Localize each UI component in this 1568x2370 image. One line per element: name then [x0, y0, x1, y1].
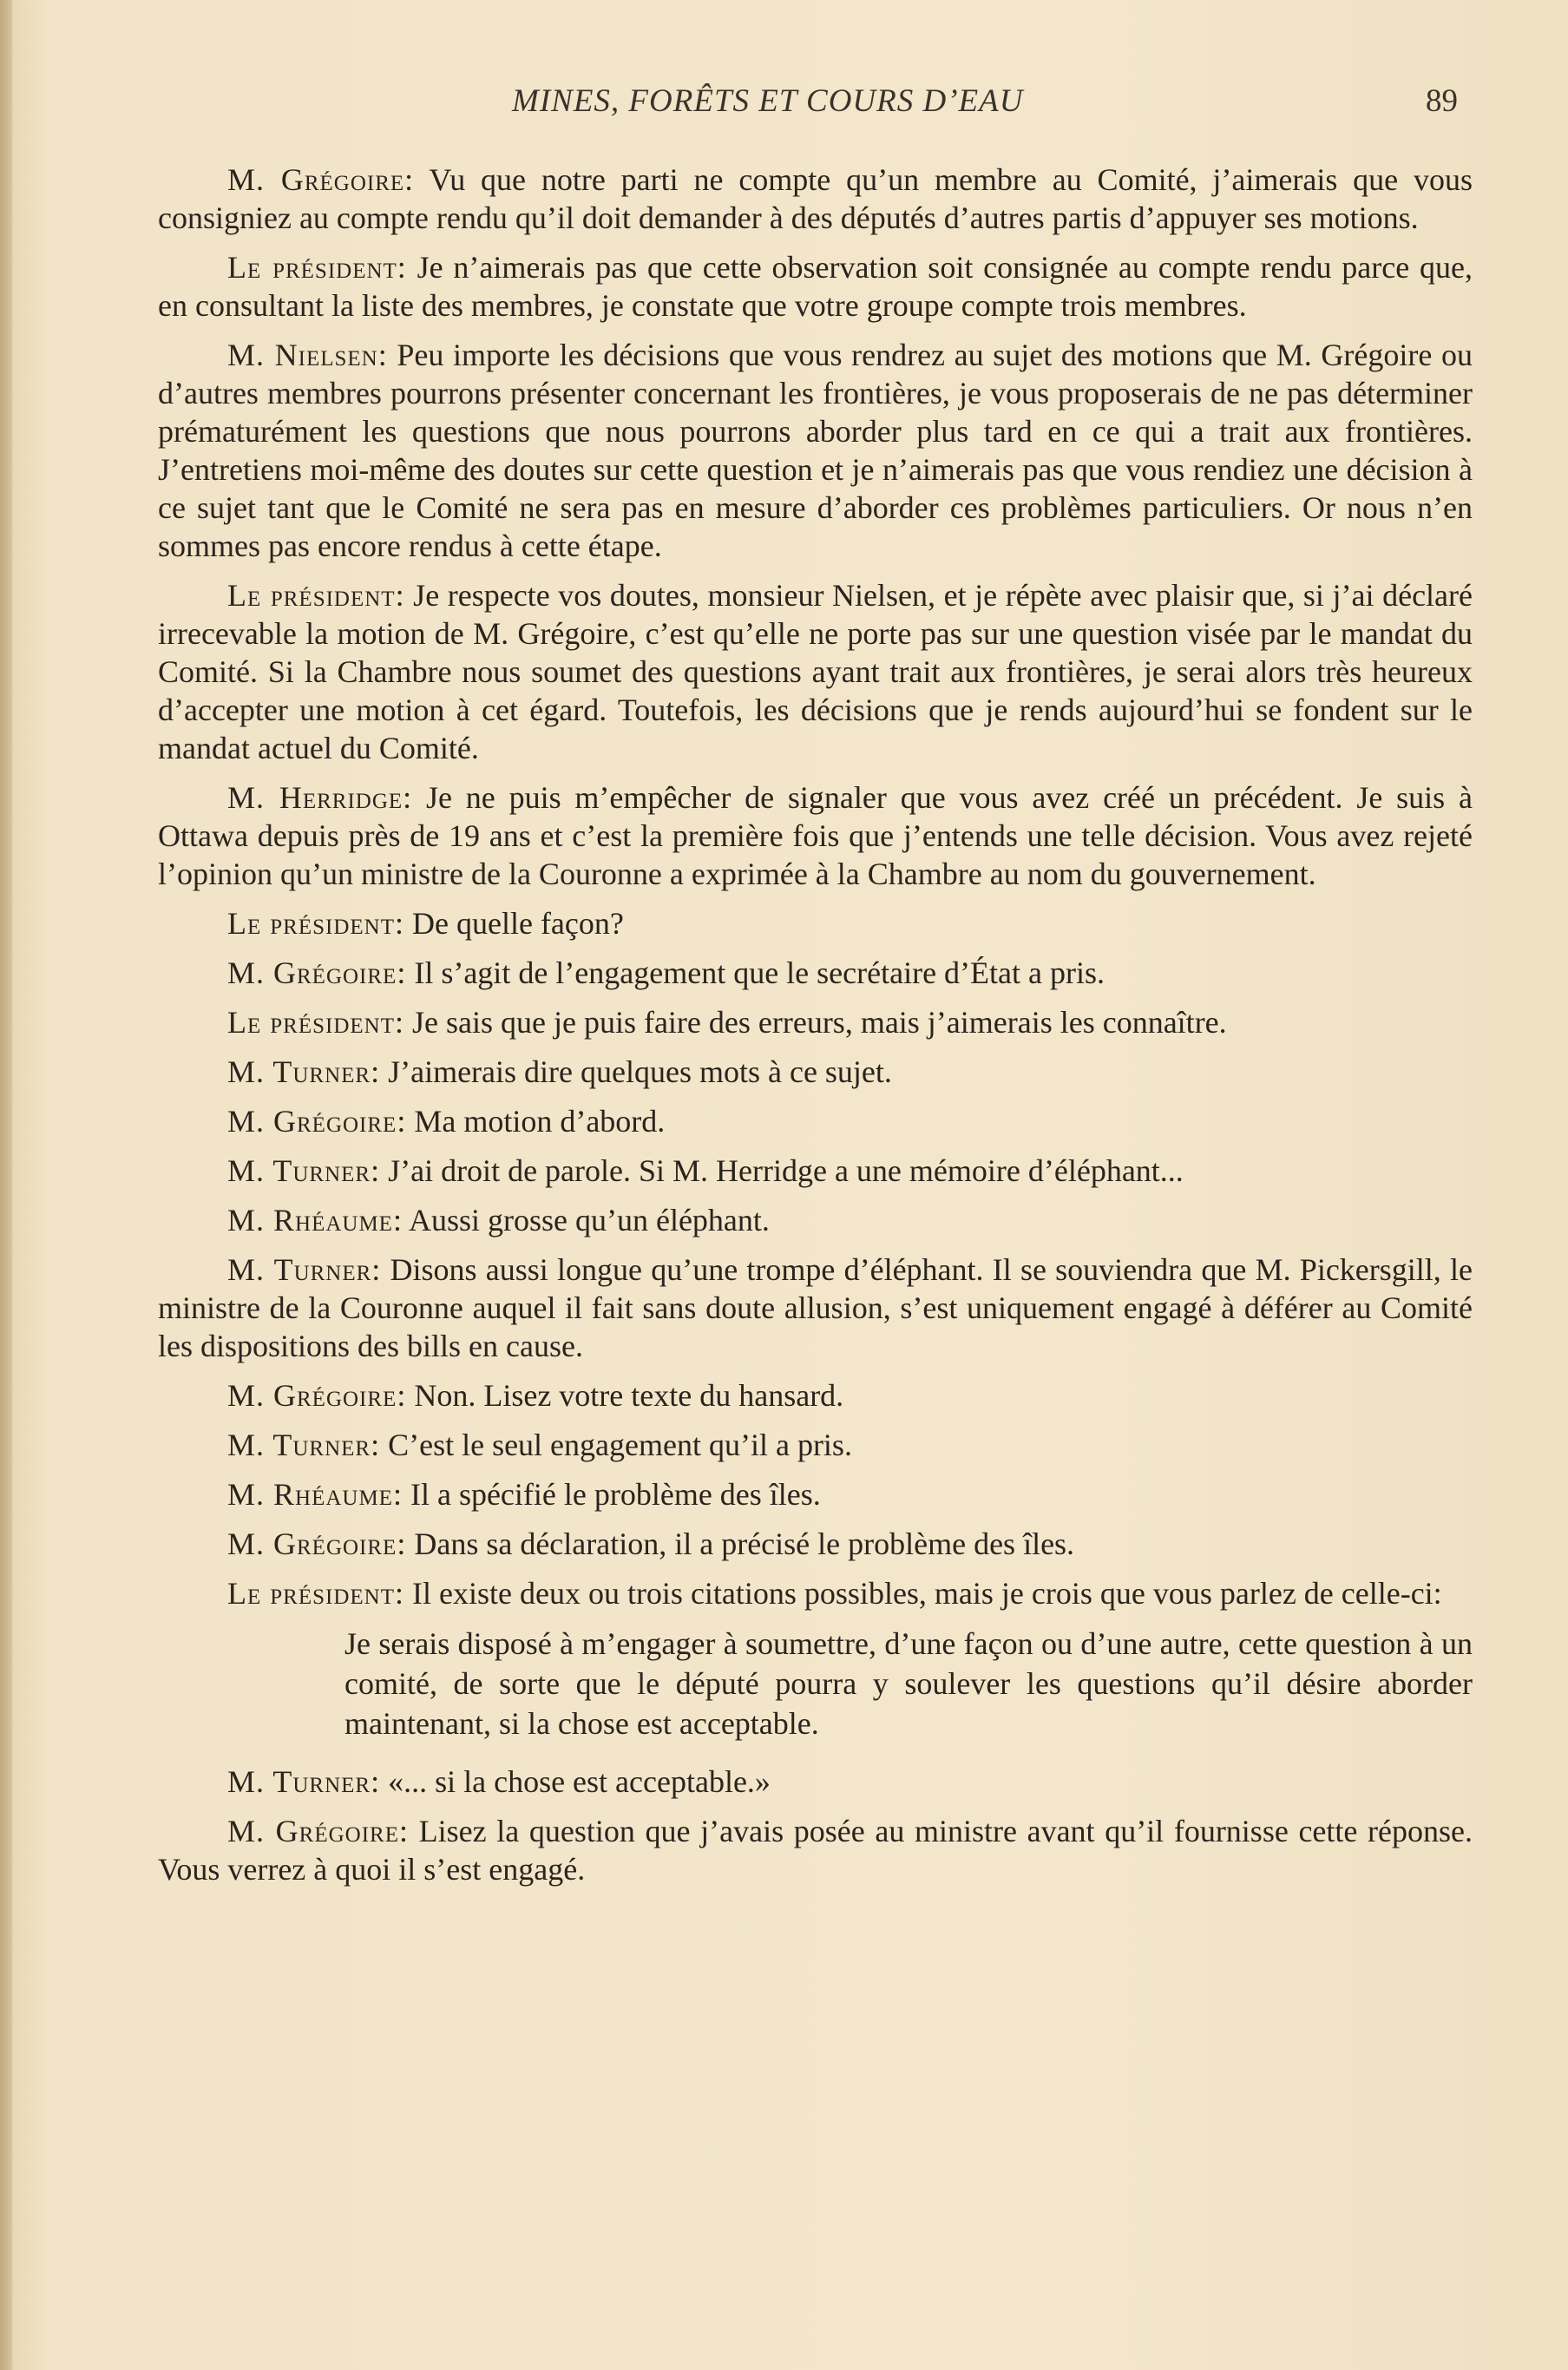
speaker-name: Le président: — [227, 1005, 404, 1040]
paragraph — [158, 1525, 1473, 1563]
speaker-name: M. Turner: — [227, 1153, 381, 1188]
paragraph — [158, 161, 1473, 237]
speaker-name: M. Herridge: — [227, 780, 413, 815]
speaker-name: M. Grégoire: — [227, 1104, 407, 1139]
speaker-name: M. Turner: — [227, 1428, 381, 1462]
speaker-name: Le président: — [227, 1576, 404, 1611]
block-quote: Je serais disposé à m’engager à soumettre, d’une façon ou d’une autre, cette question à un comité, de sorte que le député pourra y soulever les questions qu’il désire aborder maintenant, si la chose est acceptable. — [344, 1626, 1473, 1741]
speaker-name: M. Grégoire: — [227, 955, 407, 990]
speech-text: C’est le seul engagement qu’il a pris. — [380, 1428, 852, 1462]
speaker-name: M. Rhéaume: — [227, 1203, 403, 1238]
speech-text: Il s’agit de l’engagement que le secrétaire d’État a pris. — [406, 955, 1105, 990]
book-spine-shadow — [0, 0, 12, 2370]
paragraph — [158, 1003, 1473, 1041]
page-body — [158, 161, 1473, 1900]
paragraph — [158, 1763, 1473, 1801]
paragraph — [158, 904, 1473, 942]
paragraph — [158, 1251, 1473, 1365]
speaker-name: Le président: — [227, 250, 407, 285]
speaker-name: M. Grégoire: — [227, 1814, 409, 1848]
speech-text: Je sais que je puis faire des erreurs, mais j’aimerais les connaître. — [404, 1005, 1227, 1040]
speaker-name: M. Rhéaume: — [227, 1477, 403, 1512]
speaker-name: M. Grégoire: — [227, 162, 415, 197]
paragraph — [158, 1053, 1473, 1091]
paragraph — [158, 954, 1473, 992]
paragraph — [158, 576, 1473, 767]
running-title: MINES, FORÊTS ET COURS D’EAU — [512, 83, 1024, 119]
paragraph — [158, 1574, 1473, 1612]
speech-text: Disons aussi longue qu’une trompe d’éléphant. Il se souviendra que M. Pickersgill, le ministre de la Couronne auquel il fait sans doute allusion, s’est uniquement engagé à déférer au Comité les dispositions des bills en cause. — [158, 1252, 1473, 1363]
speech-text: Dans sa déclaration, il a précisé le problème des îles. — [406, 1526, 1075, 1561]
speaker-name: M. Turner: — [227, 1054, 381, 1089]
speaker-name: M. Turner: — [227, 1764, 381, 1799]
speech-text: Il existe deux ou trois citations possibles, mais je crois que vous parlez de celle-ci: — [404, 1576, 1442, 1611]
paragraph — [158, 248, 1473, 325]
paragraph — [158, 1152, 1473, 1190]
paragraph — [158, 1376, 1473, 1415]
speech-text: Vu que notre parti ne compte qu’un membre au Comité, j’aimerais que vous consigniez au compte rendu qu’il doit demander à des députés d’autres partis d’appuyer ses motions. — [158, 162, 1473, 235]
paragraph — [158, 1812, 1473, 1888]
speech-text: De quelle façon? — [404, 906, 624, 941]
speech-text: Aussi grosse qu’un éléphant. — [402, 1203, 770, 1238]
paragraph — [158, 1426, 1473, 1464]
paragraph — [158, 778, 1473, 893]
speech-text: Ma motion d’abord. — [406, 1104, 666, 1139]
speaker-name: Le président: — [227, 578, 405, 613]
speaker-name: M. Grégoire: — [227, 1526, 407, 1561]
speech-text: Lisez la question que j’avais posée au ministre avant qu’il fournisse cette réponse. Vous verrez à quoi il s’est engagé. — [158, 1814, 1473, 1887]
speech-text: J’ai droit de parole. Si M. Herridge a une mémoire d’éléphant... — [380, 1153, 1184, 1188]
page-header — [156, 82, 1458, 135]
page-number: 89 — [1426, 83, 1458, 119]
paragraph — [158, 336, 1473, 565]
paragraph — [158, 1475, 1473, 1513]
speech-text: Non. Lisez votre texte du hansard. — [406, 1378, 844, 1413]
speech-text: J’aimerais dire quelques mots à ce sujet. — [380, 1054, 892, 1089]
speaker-name: Le président: — [227, 906, 404, 941]
speech-text: Je respecte vos doutes, monsieur Nielsen, et je répète avec plaisir que, si j’ai déclaré irrecevable la motion de M. Grégoire, c’est qu’elle ne porte pas sur une question visée par le mandat du Comité. Si la Chambre nous soumet des questions ayant trait aux frontières, je serai alors très heureux d’accepter une motion à cet égard. Toutefois, les décisions que je rends aujourd’hui se fondent sur le mandat actuel du Comité. — [158, 578, 1473, 765]
speaker-name: M. Grégoire: — [227, 1378, 407, 1413]
speaker-name: M. Turner: — [227, 1252, 382, 1287]
speech-text: Il a spécifié le problème des îles. — [402, 1477, 821, 1512]
speech-text: Je ne puis m’empêcher de signaler que vous avez créé un précédent. Je suis à Ottawa depuis près de 19 ans et c’est la première fois que j’entends une telle décision. Vous avez rejeté l’opinion qu’un ministre de la Couronne a exprimée à la Chambre au nom du gouvernement. — [158, 780, 1473, 891]
speech-text: «... si la chose est acceptable.» — [380, 1764, 771, 1799]
paragraph — [158, 1102, 1473, 1140]
speech-text: Peu importe les décisions que vous rendrez au sujet des motions que M. Grégoire ou d’autres membres pourrons présenter concernant les frontières, je vous proposerais de ne pas déterminer prématurément les questions que nous pourrons aborder plus tard en ce qui a trait aux frontières. J’entretiens moi-même des doutes sur cette question et je n’aimerais pas que vous rendiez une décision à ce sujet tant que le Comité ne sera pas en mesure d’aborder ces problèmes particuliers. Or nous n’en sommes pas encore rendus à cette étape. — [158, 338, 1473, 563]
speaker-name: M. Nielsen: — [227, 338, 388, 372]
speech-text: Je n’aimerais pas que cette observation soit consignée au compte rendu parce que, en consultant la liste des membres, je constate que votre groupe compte trois membres. — [158, 250, 1473, 323]
paragraph — [158, 1201, 1473, 1239]
